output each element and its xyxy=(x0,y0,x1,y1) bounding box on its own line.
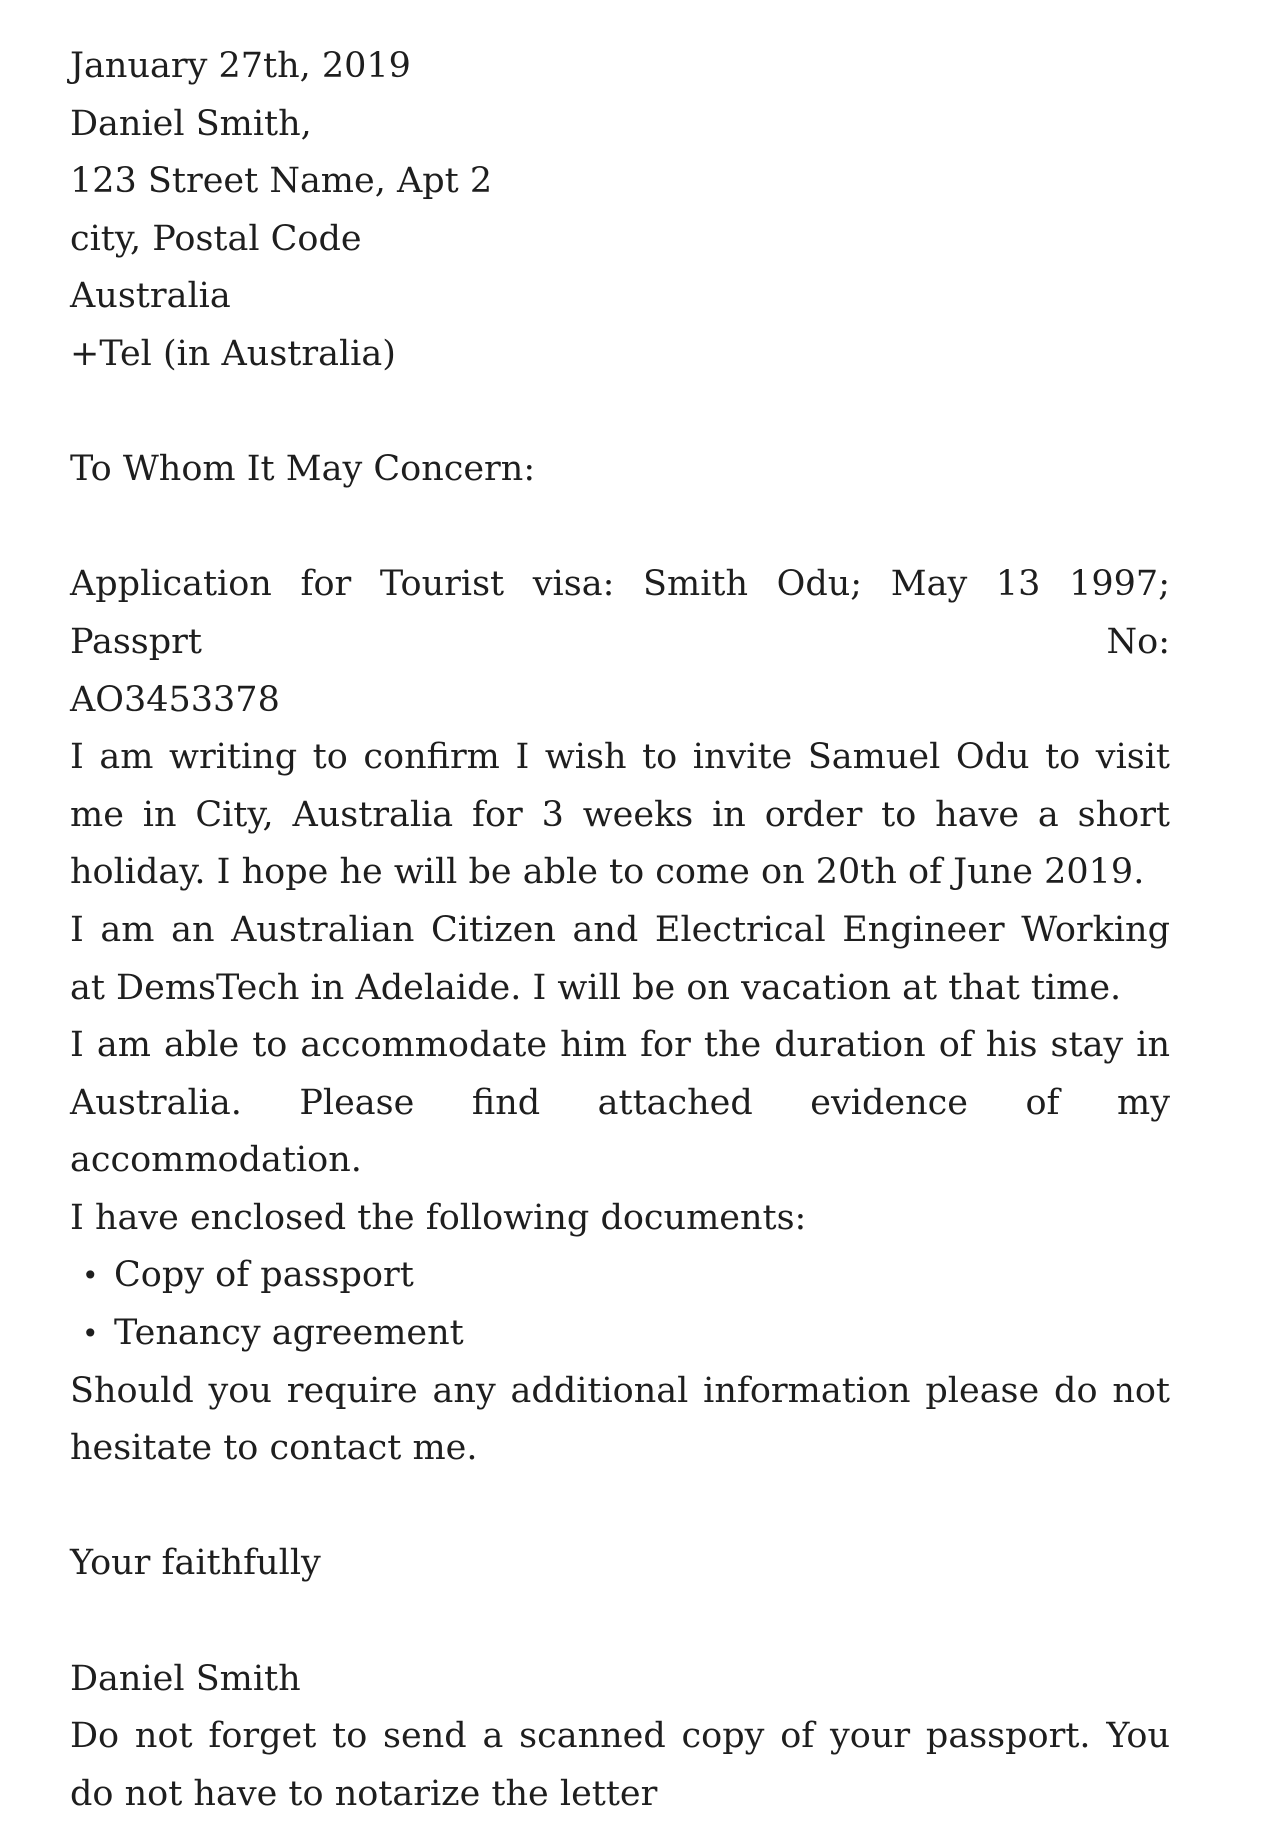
sender-phone: +Tel (in Australia) xyxy=(70,333,396,374)
list-item xyxy=(70,1247,1170,1305)
body-paragraph-invitation: I am writing to confirm I wish to invite Samuel Odu to visit me in City, Australia for 3 weeks in order to have a short holiday. I hope he will be able to come on 20th of June 2019. xyxy=(70,737,1170,893)
closing-request: Should you require any additional information please do not hesitate to contact me. xyxy=(70,1370,1170,1469)
sender-city: city, Postal Code xyxy=(70,218,362,259)
signature: Daniel Smith xyxy=(70,1658,301,1699)
valediction: Your faithfully xyxy=(70,1543,321,1584)
sender-street: 123 Street Name, Apt 2 xyxy=(70,161,493,202)
list-item-label: Tenancy agreement xyxy=(114,1313,464,1354)
body-paragraph-employment: I am an Australian Citizen and Electrical Engineer Working at DemsTech in Adelaide. I will be on vacation at that time. xyxy=(70,909,1170,1008)
list-item-label: Copy of passport xyxy=(114,1255,414,1296)
letter-date: January 27th, 2019 xyxy=(70,46,411,86)
spacer xyxy=(70,384,1170,442)
body-paragraph-accommodation: I am able to accommodate him for the duration of his stay in Australia. Please find attached evidence of my accommodation. xyxy=(70,1025,1170,1181)
spacer xyxy=(70,1593,1170,1651)
subject-line: Application for Tourist visa: Smith Odu; May 13 1997; Passprt No: xyxy=(70,564,1170,662)
sender-name: Daniel Smith, xyxy=(70,103,312,144)
bullet-icon: • xyxy=(82,1317,99,1351)
body-paragraph-enclosures: I have enclosed the following documents: xyxy=(70,1197,807,1238)
bullet-icon: • xyxy=(82,1259,99,1293)
salutation: To Whom It May Concern: xyxy=(70,449,536,490)
spacer xyxy=(70,499,1170,557)
sender-country: Australia xyxy=(70,276,231,317)
passport-number: AO3453378 xyxy=(70,679,280,720)
letter xyxy=(70,38,1170,1823)
enclosed-documents-list xyxy=(70,1247,1170,1362)
spacer xyxy=(70,1478,1170,1536)
footer-note: Do not forget to send a scanned copy of your passport. You do not have to notarize the letter xyxy=(70,1716,1170,1814)
list-item xyxy=(70,1305,1170,1363)
